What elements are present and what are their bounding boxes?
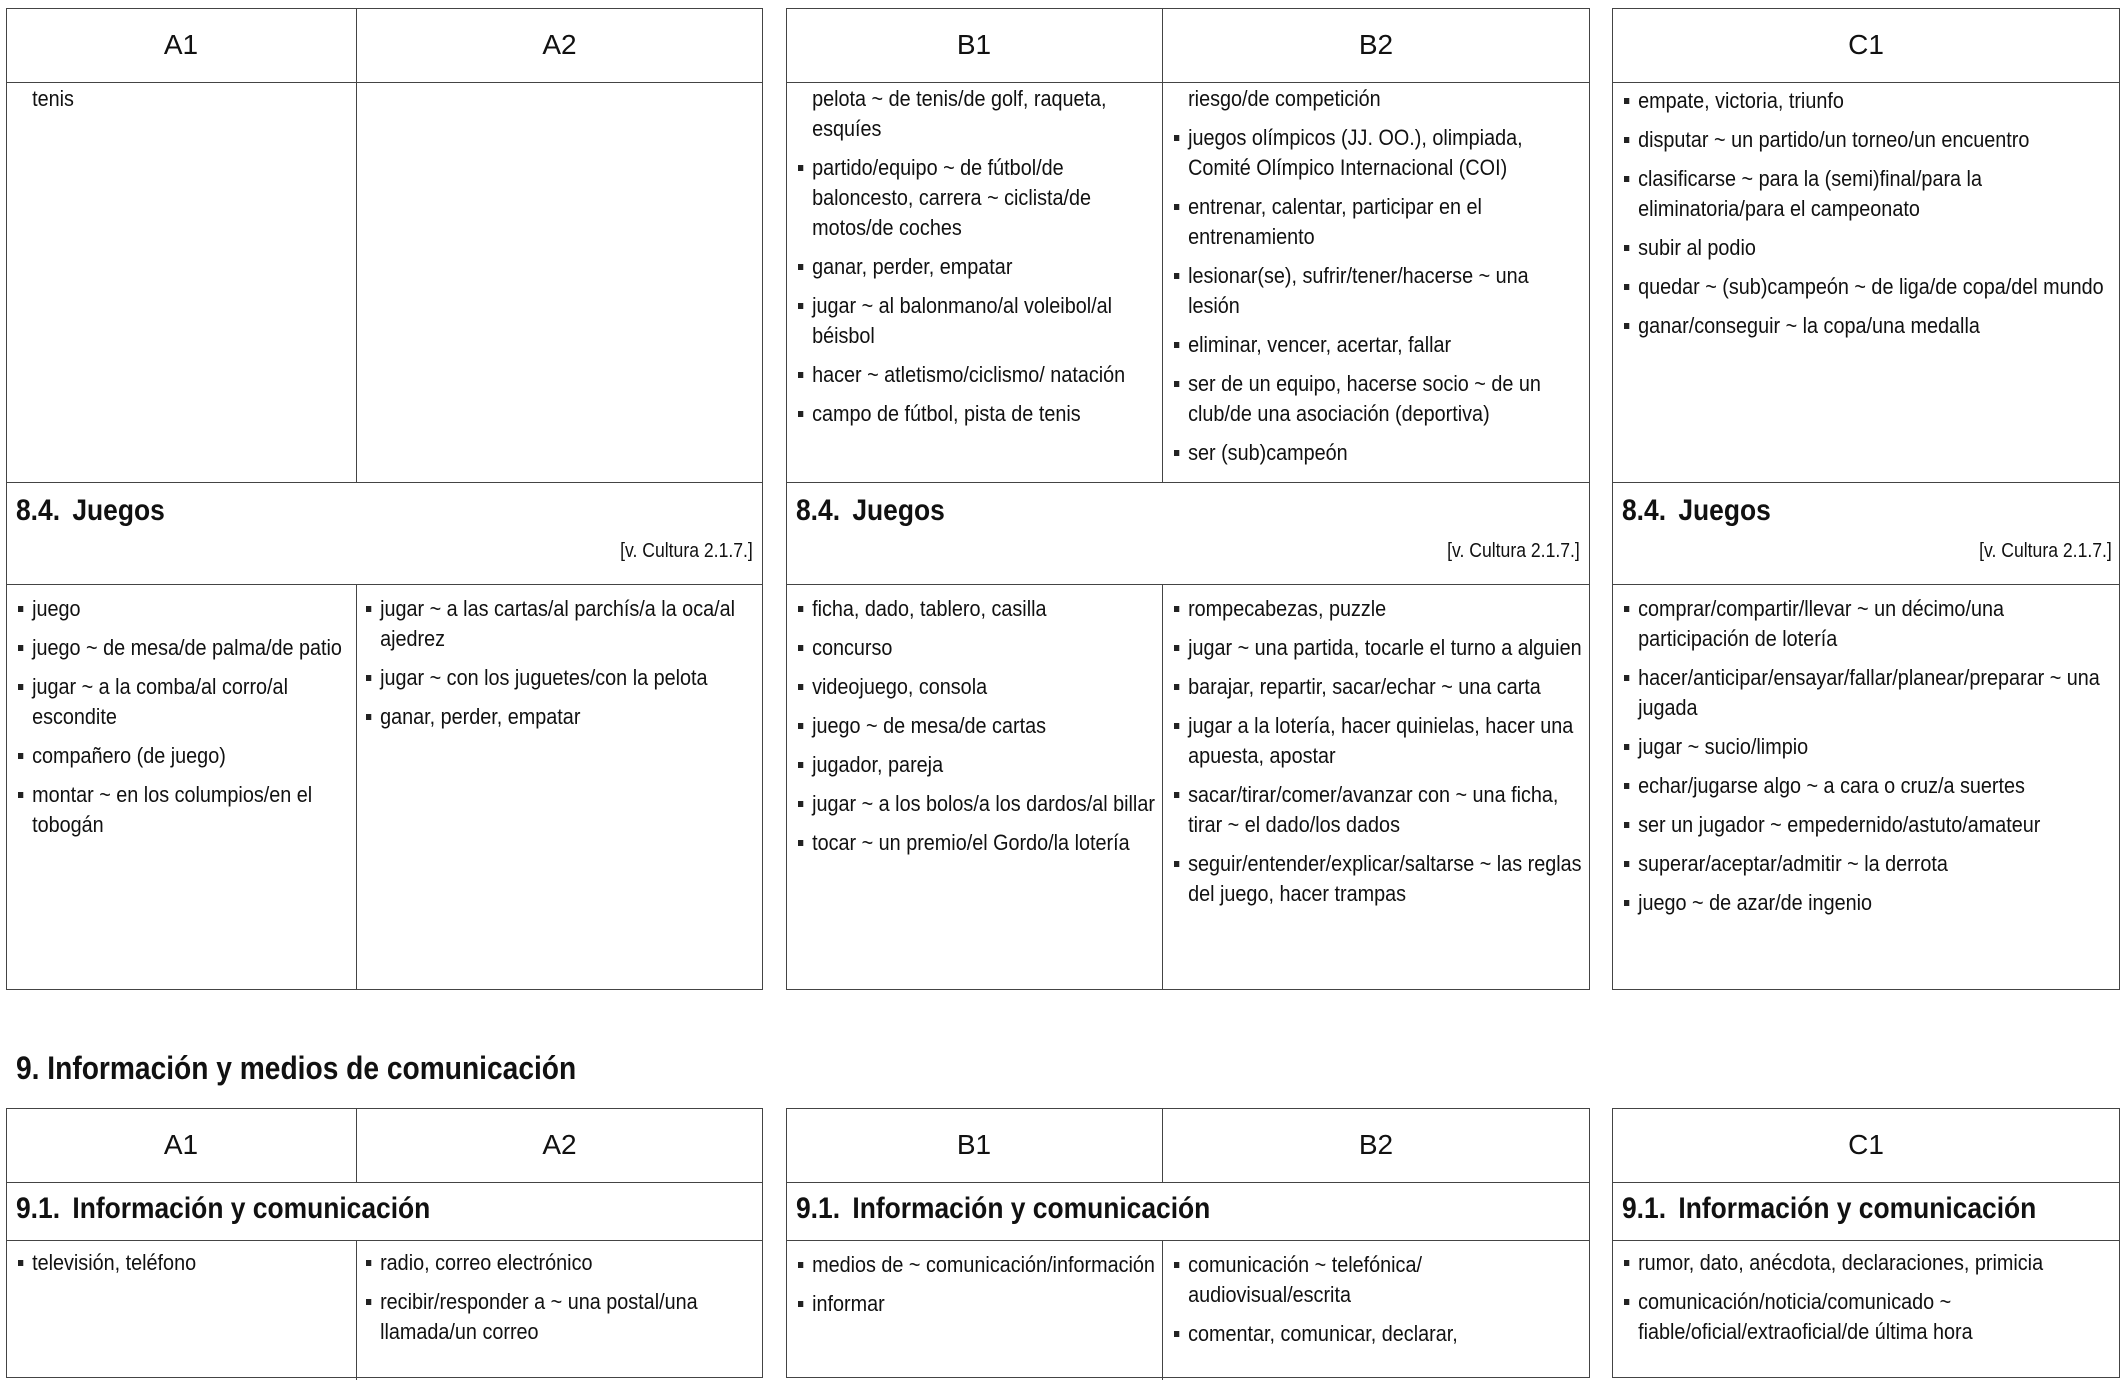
info-b2-cell (1174, 1250, 1583, 1358)
list-item: echar/jugarse algo ~ a cara o cruz/a suertes (1624, 771, 2112, 801)
list-item: lesionar(se), sufrir/tener/hacerse ~ una lesión (1174, 261, 1583, 321)
level-header-b1: B1 (956, 1129, 992, 1160)
juegos-a2-cell (366, 594, 753, 741)
list-item: seguir/entender/explicar/saltarse ~ las reglas del juego, hacer trampas (1174, 849, 1583, 909)
juegos-a1-cell (18, 594, 352, 849)
section-number: 9.1. (796, 1192, 841, 1225)
list-item: jugar ~ a las cartas/al parchís/a la oca/al ajedrez (366, 594, 753, 654)
divider (1162, 8, 1163, 482)
divider (1162, 1240, 1163, 1380)
level-header-b1: B1 (956, 29, 992, 60)
level-header-c1: C1 (1848, 29, 1884, 60)
chapter-title: 9. Información y medios de comunicación (16, 1050, 577, 1086)
divider (356, 1240, 357, 1380)
divider (786, 1182, 1590, 1183)
divider (786, 584, 1590, 585)
list-item: sacar/tirar/comer/avanzar con ~ una ficha, tirar ~ el dado/los dados (1174, 780, 1583, 840)
list-item: eliminar, vencer, acertar, fallar (1174, 330, 1583, 360)
section-number: 8.4. (16, 494, 61, 527)
section-title (16, 494, 165, 528)
divider (6, 584, 763, 585)
divider (6, 82, 763, 83)
section-title (16, 1192, 430, 1226)
list-item: rumor, dato, anécdota, declaraciones, primicia (1624, 1248, 2112, 1278)
cross-reference: [v. Cultura 2.1.7.] (620, 540, 753, 562)
divider (786, 1240, 1590, 1241)
level-header-a2: A2 (542, 29, 577, 60)
juegos-b2-cell (1174, 594, 1583, 918)
top-b2-cell (1174, 84, 1583, 477)
list-item: ganar, perder, empatar (798, 252, 1159, 282)
section-name: Información y comunicación (1678, 1192, 2037, 1225)
divider (1162, 1108, 1163, 1182)
list-item: recibir/responder a ~ una postal/una llamada/un correo (366, 1287, 753, 1347)
juegos-b1-cell (798, 594, 1159, 867)
list-item: medios de ~ comunicación/información (798, 1250, 1159, 1280)
list-item: quedar ~ (sub)campeón ~ de liga/de copa/del mundo (1624, 272, 2108, 302)
section-title (796, 494, 945, 528)
top-b2-continued: riesgo/de competición (1188, 86, 1381, 111)
list-item: comentar, comunicar, declarar, (1174, 1319, 1583, 1349)
list-item: juego ~ de mesa/de palma/de patio (18, 633, 352, 663)
list-item: superar/aceptar/admitir ~ la derrota (1624, 849, 2112, 879)
list-item: barajar, repartir, sacar/echar ~ una carta (1174, 672, 1583, 702)
list-item: empate, victoria, triunfo (1624, 86, 2108, 116)
divider (356, 8, 357, 482)
list-item: jugar ~ con los juguetes/con la pelota (366, 663, 753, 693)
list-item: jugador, pareja (798, 750, 1159, 780)
section-number: 9.1. (16, 1192, 61, 1225)
divider (1612, 584, 2120, 585)
divider (356, 1108, 357, 1182)
list-item: jugar ~ a los bolos/a los dardos/al billar (798, 789, 1159, 819)
list-item: ficha, dado, tablero, casilla (798, 594, 1159, 624)
divider (786, 82, 1590, 83)
info-b1-cell (798, 1250, 1159, 1328)
cross-reference: [v. Cultura 2.1.7.] (1447, 540, 1580, 562)
level-header-b2: B2 (1358, 1129, 1394, 1160)
list-item: juegos olímpicos (JJ. OO.), olimpiada, Comité Olímpico Internacional (COI) (1174, 123, 1583, 183)
section-number: 8.4. (796, 494, 841, 527)
section-name: Información y comunicación (852, 1192, 1211, 1225)
top-a1-cell (18, 84, 335, 114)
section-number: 9.1. (1622, 1192, 1667, 1225)
section-name: Juegos (852, 494, 945, 527)
list-item: hacer/anticipar/ensayar/fallar/planear/preparar ~ una jugada (1624, 663, 2112, 723)
divider (1162, 584, 1163, 990)
list-item: juego ~ de mesa/de cartas (798, 711, 1159, 741)
section-title (1622, 494, 1771, 528)
top-a1-text: tenis (32, 86, 74, 111)
divider (356, 584, 357, 990)
level-header-a2: A2 (542, 1129, 577, 1160)
top-b1-continued: pelota ~ de tenis/de golf, raqueta, esquíes (812, 86, 1107, 141)
list-item: juego (18, 594, 352, 624)
section-name: Información y comunicación (72, 1192, 431, 1225)
list-item: concurso (798, 633, 1159, 663)
divider (6, 1182, 763, 1183)
list-item: comprar/compartir/llevar ~ un décimo/una participación de lotería (1624, 594, 2112, 654)
list-item: radio, correo electrónico (366, 1248, 753, 1278)
list-item: clasificarse ~ para la (semi)final/para la eliminatoria/para el campeonato (1624, 164, 2108, 224)
list-item: juego ~ de azar/de ingenio (1624, 888, 2112, 918)
divider (6, 1240, 763, 1241)
divider (6, 482, 763, 483)
list-item: subir al podio (1624, 233, 2108, 263)
list-item: disputar ~ un partido/un torneo/un encuentro (1624, 125, 2108, 155)
list-item: ser (sub)campeón (1174, 438, 1583, 468)
list-item: ser un jugador ~ empedernido/astuto/amateur (1624, 810, 2112, 840)
list-item: entrenar, calentar, participar en el entrenamiento (1174, 192, 1583, 252)
divider (1612, 1240, 2120, 1241)
level-header-c1: C1 (1848, 1129, 1884, 1160)
list-item: partido/equipo ~ de fútbol/de baloncesto, carrera ~ ciclista/de motos/de coches (798, 153, 1159, 243)
level-header-a1: A1 (163, 1129, 199, 1160)
list-item: ser de un equipo, hacerse socio ~ de un club/de una asociación (deportiva) (1174, 369, 1583, 429)
list-item: comunicación ~ telefónica/ audiovisual/escrita (1174, 1250, 1583, 1310)
divider (1612, 482, 2120, 483)
list-item: ganar/conseguir ~ la copa/una medalla (1624, 311, 2108, 341)
divider (786, 482, 1590, 483)
info-a2-cell (366, 1248, 753, 1356)
list-item: informar (798, 1289, 1159, 1319)
level-header-b2: B2 (1358, 29, 1394, 60)
list-item: jugar ~ al balonmano/al voleibol/al béisbol (798, 291, 1159, 351)
level-header-a1: A1 (163, 29, 199, 60)
section-name: Juegos (1678, 494, 1771, 527)
list-item: ganar, perder, empatar (366, 702, 753, 732)
divider (1612, 82, 2120, 83)
section-title (1622, 1192, 2036, 1226)
list-item: jugar ~ a la comba/al corro/al escondite (18, 672, 352, 732)
section-number: 8.4. (1622, 494, 1667, 527)
divider (1612, 1182, 2120, 1183)
info-c1-cell (1624, 1248, 2112, 1356)
juegos-c1-cell (1624, 594, 2112, 927)
info-a1-cell (18, 1248, 352, 1287)
list-item: jugar a la lotería, hacer quinielas, hacer una apuesta, apostar (1174, 711, 1583, 771)
list-item: televisión, teléfono (18, 1248, 352, 1278)
list-item: campo de fútbol, pista de tenis (798, 399, 1159, 429)
top-c1-cell (1624, 86, 2108, 350)
top-b1-cell (798, 84, 1159, 438)
list-item: montar ~ en los columpios/en el tobogán (18, 780, 352, 840)
cross-reference: [v. Cultura 2.1.7.] (1979, 540, 2112, 562)
list-item: videojuego, consola (798, 672, 1159, 702)
list-item: jugar ~ una partida, tocarle el turno a alguien (1174, 633, 1583, 663)
section-name: Juegos (72, 494, 165, 527)
list-item: jugar ~ sucio/limpio (1624, 732, 2112, 762)
list-item: rompecabezas, puzzle (1174, 594, 1583, 624)
list-item: tocar ~ un premio/el Gordo/la lotería (798, 828, 1159, 858)
section-title (796, 1192, 1210, 1226)
list-item: compañero (de juego) (18, 741, 352, 771)
list-item: hacer ~ atletismo/ciclismo/ natación (798, 360, 1159, 390)
list-item: comunicación/noticia/comunicado ~ fiable/oficial/extraoficial/de última hora (1624, 1287, 2112, 1347)
